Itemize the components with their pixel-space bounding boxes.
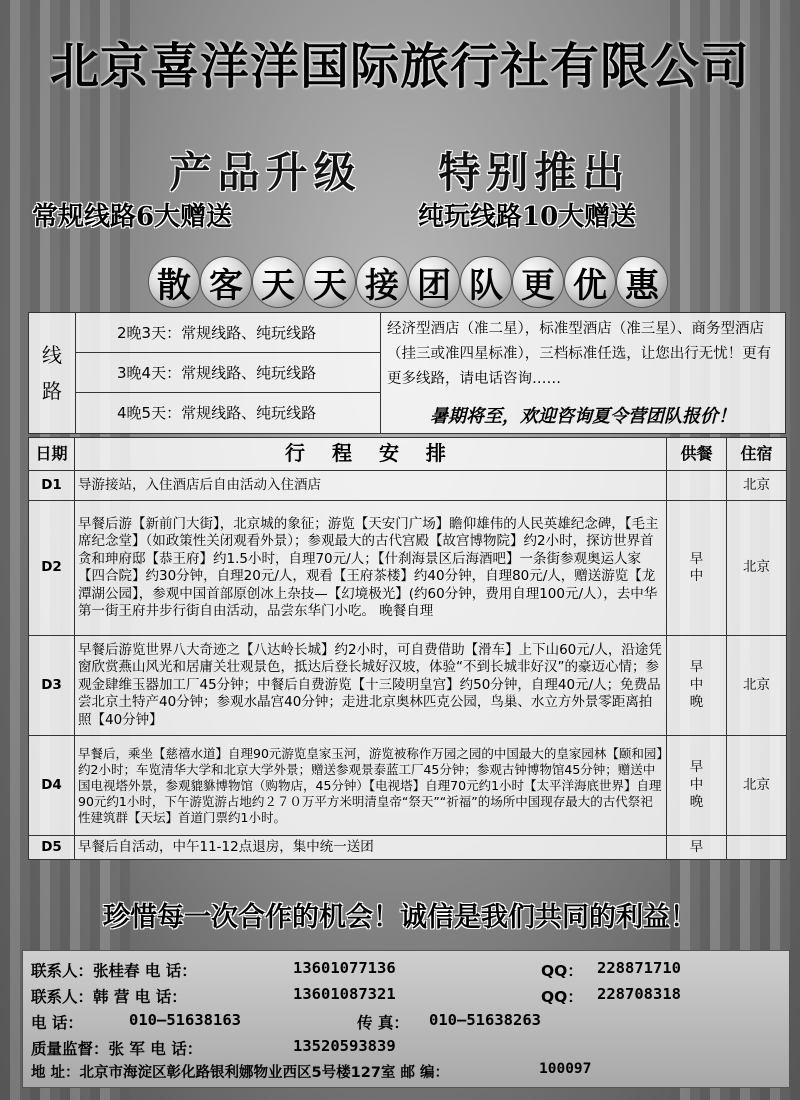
header-stay: 住宿 [727,438,787,471]
meals-cell: 早 中 [667,501,727,636]
route-item: 3晚4天：常规线路、纯玩线路 [75,353,381,393]
header-date: 日期 [29,438,75,471]
table-row [29,836,787,860]
day-cell: D4 [29,736,75,836]
stay-cell: 北京 [727,636,787,736]
routes-box [28,312,786,434]
banner-ball: 更 [512,256,564,308]
banner-ball: 团 [408,256,460,308]
plan-cell: 早餐后，乘坐【慈禧水道】自理90元游览皇家玉河，游览被称作万园之园的中国最大的皇家园林【颐和园】约2小时；车览清华大学和北京大学外景；赠送参观景泰蓝工厂45分钟；参观古钟博物馆45分钟；赠送中国电视塔外景，参观貔貅博物馆（购物店，45分钟）【电视塔】自理70元约1小时【太平洋海底世界】自理90元约1小时，下午游览游占地约２７０万平方米明清皇帝“祭天”“祈福”的场所中国现存最大的古代祭祀性建筑群【天坛】首道门票约1小时。 [75,736,667,836]
banner-ball: 接 [356,256,408,308]
stay-cell: 北京 [727,736,787,836]
contact-box: 联系人：张桂春 电 话： 13601077136 QQ： 228871710 联系人：韩 营 电 话： 13601087321 QQ： 228708318 电 话： 010—51638163 传 真： 010—51638263 质量监督：张 军 电 话： 13520593839 地 址：北京市海淀区彰化路银利娜物业西区5号楼127室 邮 编： 100097 [22,950,790,1088]
plan-cell: 早餐后自活动，中午11-12点退房，集中统一送团 [75,836,667,860]
banner-ball: 惠 [616,256,668,308]
company-title: 北京喜洋洋国际旅行社有限公司 [49,38,750,95]
fax-number: 010—51638263 [429,1011,541,1029]
table-row [29,471,787,501]
promo-left: 产品升级 [169,148,362,197]
plan-cell: 早餐后游览世界八大奇迹之【八达岭长城】约2小时，可自费借助【滑车】上下山60元/人，沿途凭窗欣赏燕山风光和居庸关壮观景色，抵达后登长城好汉坡，体验“不到长城非好汉”的豪迈心情；参观金肆维玉器加工厂45分钟；中餐后自费游览【十三陵明皇宫】约50分钟，自理40元/人；免费品尝北京土特产40分钟；参观水晶宫40分钟；走进北京奥林匹克公园，鸟巢、水立方外景零距离拍照【40分钟】 [75,636,667,736]
table-row [29,636,787,736]
gift-right: 纯玩线路10大赠送 [418,202,637,232]
header-plan: 行 程 安 排 [75,438,667,471]
plan-cell: 导游接站，入住酒店后自由活动入住酒店 [75,471,667,501]
route-item: 2晚3天：常规线路、纯玩线路 [75,313,381,353]
banner-ball: 客 [200,256,252,308]
meals-cell [667,471,727,501]
gift-left: 常规线路6大赠送 [32,202,233,232]
postcode: 100097 [539,1061,592,1077]
stay-cell: 北京 [727,501,787,636]
hotel-info: 经济型酒店（准二星），标准型酒店（准三星）、商务型酒店（挂三或准四星标准），三档标准任选，让您出行无忧！更有更多线路，请电话咨询…… [387,321,772,387]
table-header-row [29,438,787,471]
meals-cell: 早 中 晚 [667,736,727,836]
day-cell: D2 [29,501,75,636]
route-item: 4晚5天：常规线路、纯玩线路 [75,393,381,433]
phone-number: 010—51638163 [129,1011,241,1029]
banner-ball: 队 [460,256,512,308]
stay-cell [727,836,787,860]
header-meals: 供餐 [667,438,727,471]
gift-line [0,196,800,236]
slogan: 珍惜每一次合作的机会！诚信是我们共同的利益！ [103,902,697,933]
qq-number: 228871710 [597,959,681,977]
day-cell: D3 [29,636,75,736]
phone-number: 13601077136 [293,959,396,977]
promo-headline [0,140,800,200]
promo-right: 特别推出 [438,148,631,197]
phone-number: 13601087321 [293,985,396,1003]
day-cell: D1 [29,471,75,501]
itinerary-table [28,437,787,860]
banner-ball: 天 [252,256,304,308]
banner-ball: 优 [564,256,616,308]
banner-balls [148,256,668,308]
day-cell: D5 [29,836,75,860]
table-row [29,501,787,636]
summer-notice: 暑期将至，欢迎咨询夏令营团队报价！ [430,406,736,427]
stay-cell: 北京 [727,471,787,501]
routes-label: 线 路 [29,313,76,433]
meals-cell: 早 [667,836,727,860]
banner-ball: 天 [304,256,356,308]
table-row [29,736,787,836]
meals-cell: 早 中 晚 [667,636,727,736]
banner-ball: 散 [148,256,200,308]
phone-number: 13520593839 [293,1037,396,1055]
plan-cell: 早餐后游【新前门大街】，北京城的象征；游览【天安门广场】瞻仰雄伟的人民英雄纪念碑，【毛主席纪念堂】（如政策性关闭观看外景）；参观最大的古代宫殿【故宫博物院】约2小时，探访世界首贪和珅府邸【恭王府】约1.5小时，自理70元/人；【什刹海景区后海酒吧】一条街参观奥运人家【四合院】约30分钟，自理20元/人，观看【王府茶楼】约40分钟，自理80元/人，赠送游览【龙潭湖公园】，参观中国首部原创冰上杂技—【幻境极光】(约60分钟，费用自理100元/人），去中华第一街王府井步行街自由活动，品尝东华门小吃。 晚餐自理 [75,501,667,636]
qq-number: 228708318 [597,985,681,1003]
